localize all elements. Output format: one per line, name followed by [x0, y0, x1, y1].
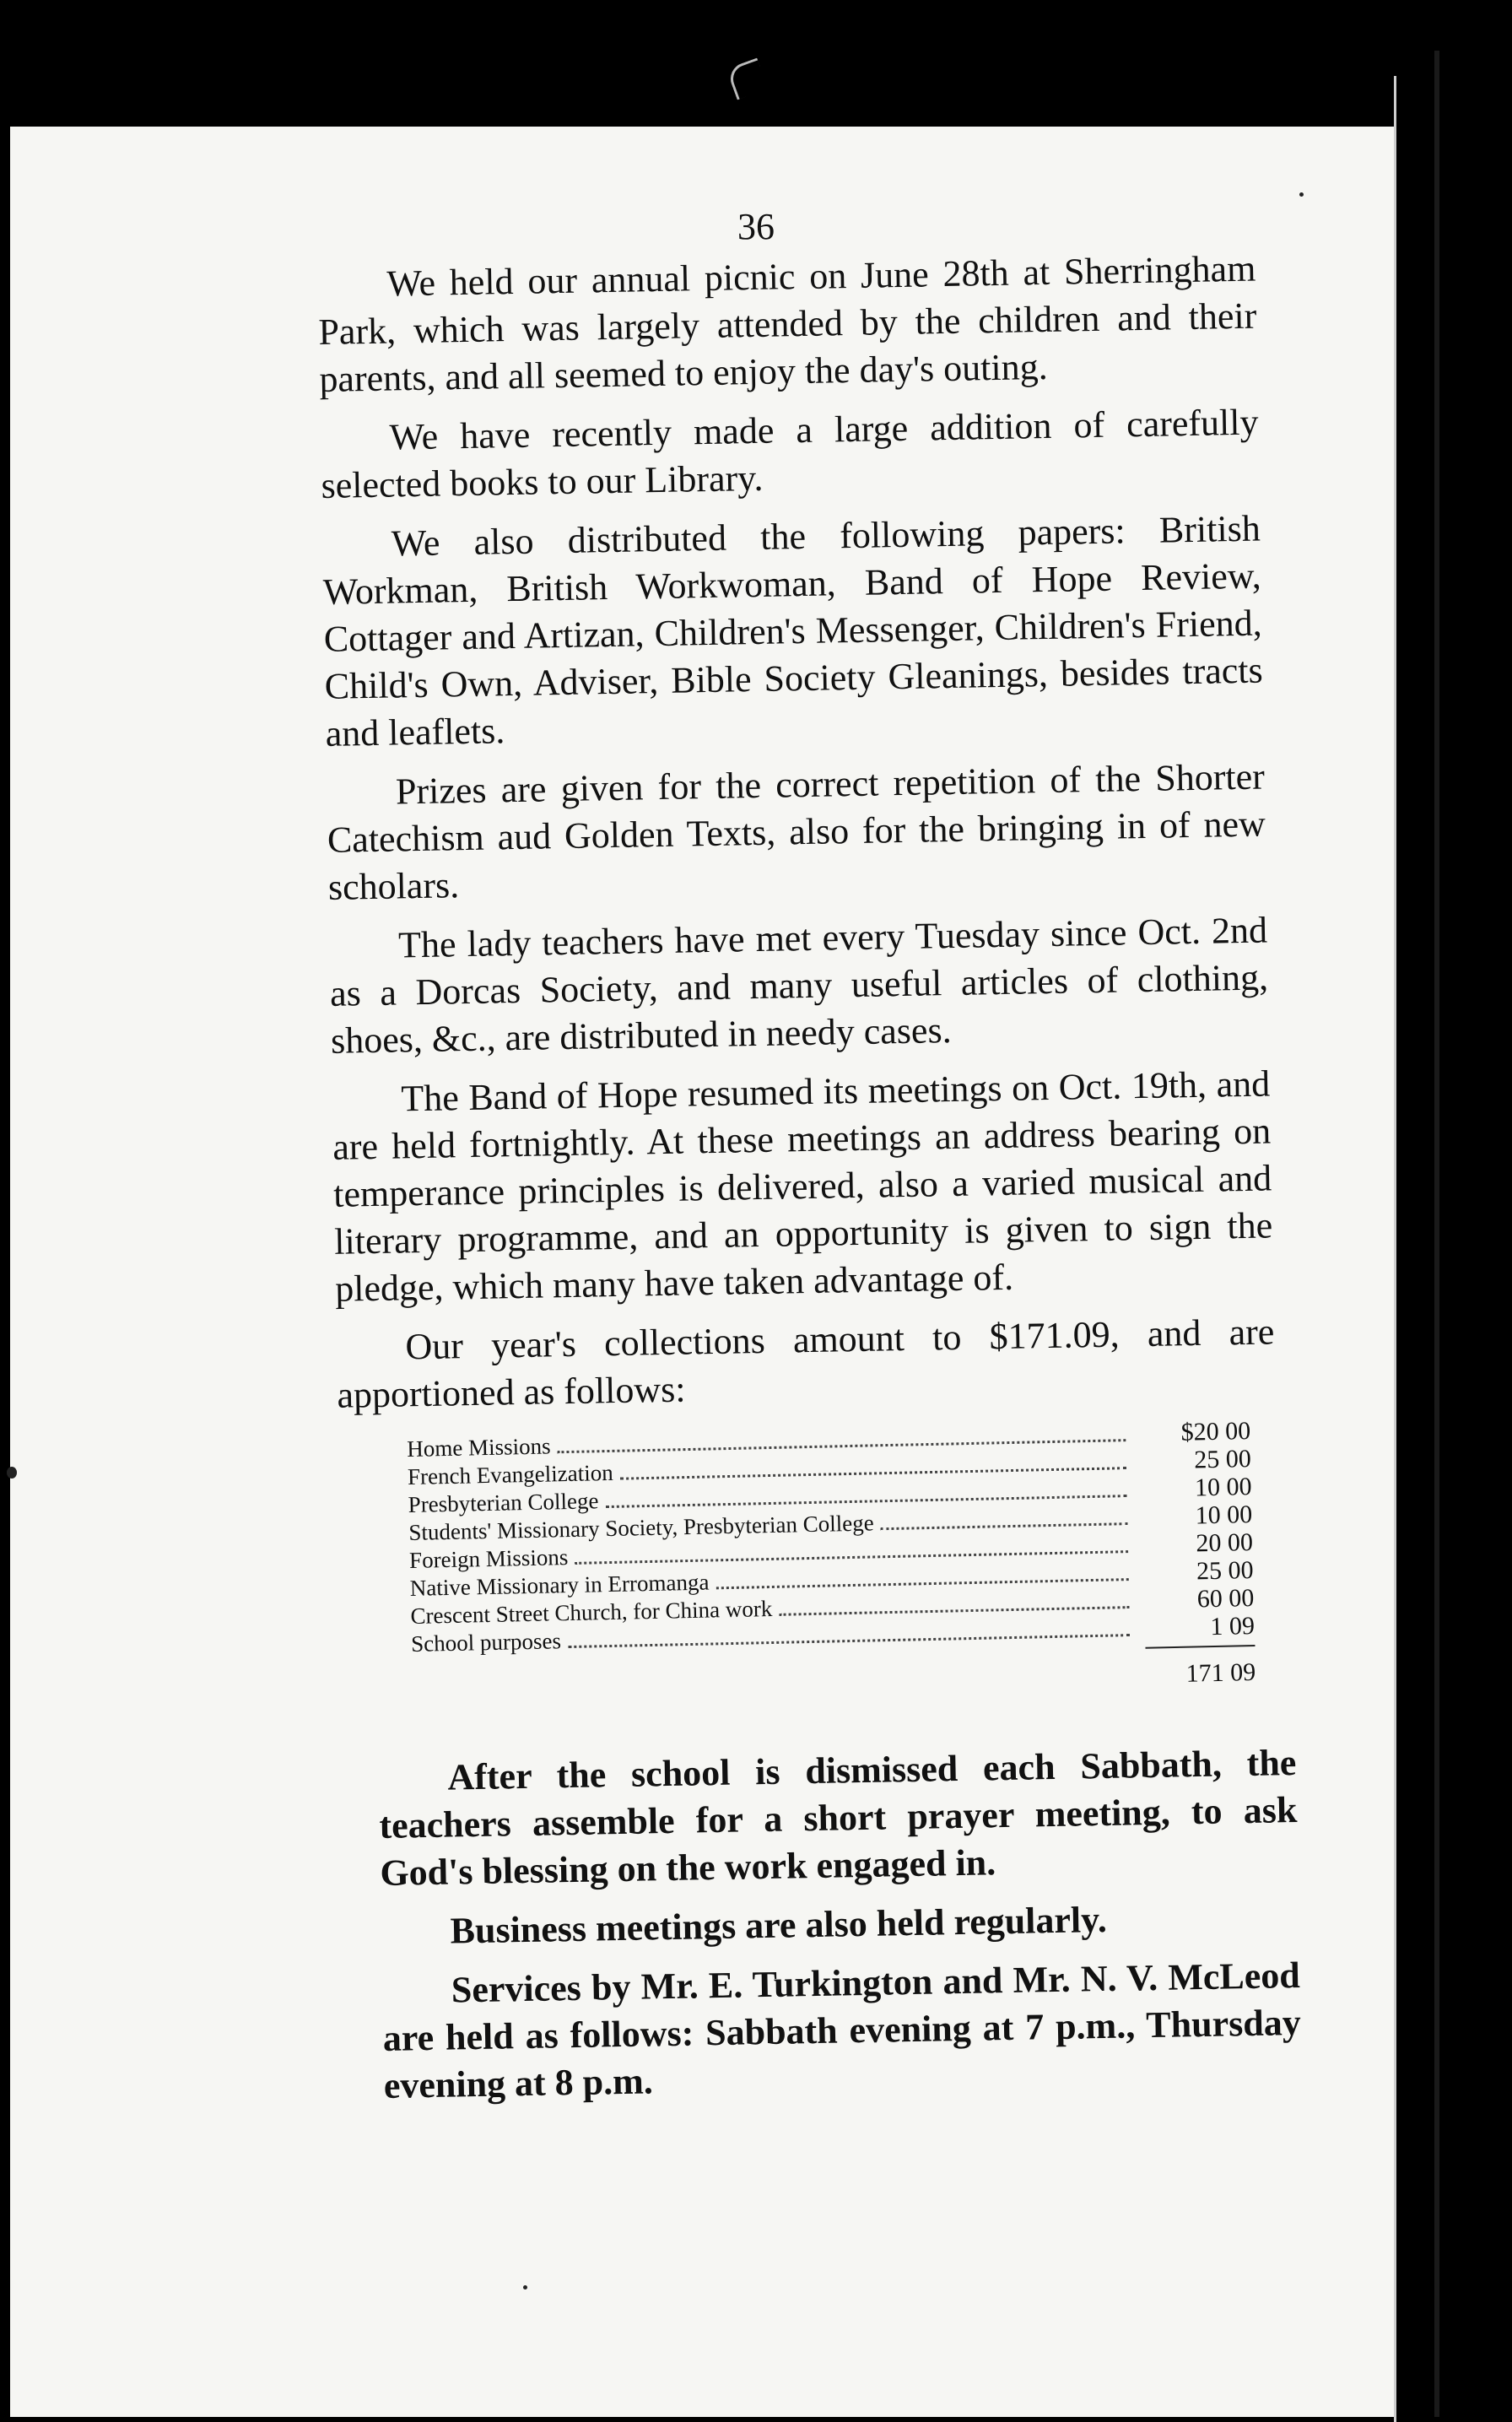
ledger-label: School purposes: [410, 1628, 562, 1657]
collections-ledger: [407, 1417, 1256, 1705]
ledger-amount: 25 00: [1196, 1556, 1254, 1586]
page-number: 36: [737, 206, 775, 247]
ledger-label: Home Missions: [407, 1433, 551, 1462]
total-rule: [1145, 1645, 1255, 1654]
ledger-label: Crescent Street Church, for China work: [410, 1595, 773, 1629]
paragraph-prizes: Prizes are given for the correct repetition of the Shorter Catechism aud Golden Texts, also for the bringing in of new scholars.: [327, 755, 1266, 908]
scan-border-right: [1394, 51, 1495, 2417]
paragraph-collections: Our year's collections amount to $171.09, and are apportioned as follows:: [337, 1311, 1275, 1416]
ledger-label: Native Missionary in Erromanga: [409, 1569, 710, 1601]
ledger-amount: 10 00: [1195, 1500, 1253, 1530]
scan-speck: [7, 1467, 17, 1479]
scan-page-edge: [1434, 51, 1439, 2417]
paragraph-band-of-hope: The Band of Hope resumed its meetings on Oct. 19th, and are held fortnightly. At these meetings an address bearing on temperance principles is delivered, also a varied musical and literary programme, and an opportunity is given to sign the pledge, which many have taken advantage of.: [332, 1062, 1273, 1310]
ledger-label: French Evangelization: [407, 1459, 613, 1489]
paragraph-dorcas: The lady teachers have met every Tuesday since Oct. 2nd as a Dorcas Society, and many useful articles of clothing, shoes, &c., are distributed in needy cases.: [329, 909, 1269, 1062]
ledger-amount: 60 00: [1196, 1584, 1255, 1614]
ledger-total: 171 09: [1185, 1657, 1256, 1688]
scan-artifact-curl: [726, 58, 769, 100]
paragraph-library: We have recently made a large addition of carefully selected books to our Library.: [321, 401, 1259, 506]
scan-speck: [1299, 192, 1304, 197]
paragraph-papers: We also distributed the following papers: British Workman, British Workwoman, Band of Hope Review, Cottager and Artizan, Children's Messenger, Children's Friend, Child's Own, Adviser, Bible Society Gleanings, besides tracts and leaflets.: [322, 507, 1264, 754]
ledger-amount: 25 00: [1193, 1445, 1252, 1474]
page-edge-line: [1394, 76, 1396, 2422]
ledger-label: Students' Missionary Society, Presbyterian College: [408, 1510, 874, 1545]
paragraph-services: Services by Mr. E. Turkington and Mr. N. V. McLeod are held as follows: Sabbath evening at 7 p.m., Thursday evening at 8 p.m.: [382, 1954, 1302, 2106]
ledger-label: Foreign Missions: [408, 1544, 569, 1573]
paragraph-picnic: We held our annual picnic on June 28th at Sherringham Park, which was largely attended by the children and their parents, and all seemed to enjoy the day's outing.: [318, 247, 1257, 400]
body-text-top: [317, 246, 1276, 1431]
leader-dots: [779, 1606, 1129, 1616]
scan-speck: [523, 2285, 527, 2290]
paragraph-business-meetings: Business meetings are also held regularly.: [450, 1898, 1108, 1952]
ledger-amount: 1 09: [1210, 1612, 1256, 1641]
ledger-amount: 20 00: [1196, 1528, 1254, 1558]
paragraph-prayer-meeting: After the school is dismissed each Sabbath, the teachers assemble for a short prayer meeting, to ask God's blessing on the work engaged in.: [379, 1742, 1298, 1894]
ledger-amount: 10 00: [1194, 1473, 1252, 1502]
ledger-label: Presbyterian College: [408, 1488, 599, 1517]
body-text-bottom: [378, 1739, 1302, 2122]
leader-dots: [881, 1522, 1128, 1530]
ledger-amount: $20 00: [1180, 1417, 1251, 1446]
